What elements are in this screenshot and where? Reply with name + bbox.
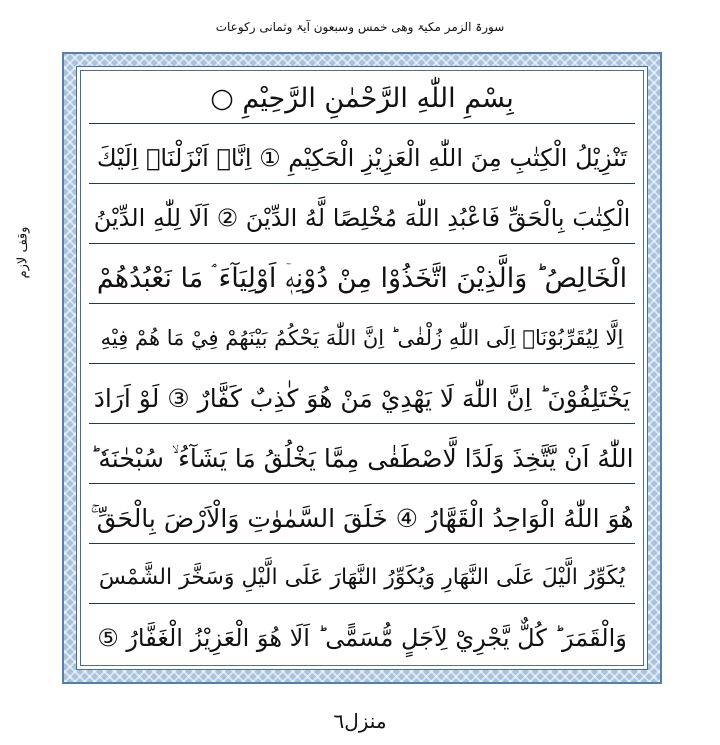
waqf-lazim-text: وقف لازم [15,226,31,279]
verse-line-3: الْكِتٰبَ بِالْحَقِّ فَاعْبُدِ اللّٰهَ مُخْلِصًا لَّهُ الدِّيْنَ ② اَلَا لِلّٰهِ الدِّيْنُ [89,193,635,244]
verse-line-2: تَنْزِيْلُ الْكِتٰبِ مِنَ اللّٰهِ الْعَزِيْزِ الْحَكِيْمِ ① اِنَّاۤ اَنْزَلْنَاۤ اِلَيْكَ [89,133,635,184]
waqf-lazim-note [6,205,40,300]
manzil-label: منزل٦ [333,709,387,733]
verse-line-6: يَخْتَلِفُوْنَ ؕ اِنَّ اللّٰهَ لَا يَهْدِيْ مَنْ هُوَ كٰذِبٌ كَفَّارٌ ③ لَوْ اَرَادَ [89,373,635,424]
verse-line-10: وَالْقَمَرَ ؕ كُلٌّ يَّجْرِيْ لِاَجَلٍ مُّسَمًّى ؕ اَلَا هُوَ الْعَزِيْزُ الْغَفَّارُ ⑤ [97,624,627,652]
verse-line-4: الْخَالِصُ ؕ وَالَّذِيْنَ اتَّخَذُوْا مِنْ دُوْنِهٖۤ اَوْلِيَآءَ ۘ مَا نَعْبُدُهُمْ [89,253,635,304]
verse-line-9: يُكَوِّرُ الَّيْلَ عَلَى النَّهَارِ وَيُكَوِّرُ النَّهَارَ عَلَى الَّيْلِ وَسَخَّرَ الشَّمْسَ [89,553,635,604]
page-border [62,52,662,684]
verse-line-8: هُوَ اللّٰهُ الْوَاحِدُ الْقَهَّارُ ④ خَلَقَ السَّمٰوٰتِ وَالْاَرْضَ بِالْحَقِّ ۚ [89,493,635,544]
surah-header: سورۃ الزمر مکیۃ وھی خمس وسبعون آیۃ وثمانی رکوعات [215,20,505,34]
text-panel [76,66,648,670]
verse-line-7: اللّٰهُ اَنْ يَّتَّخِذَ وَلَدًا لَّاصْطَفٰى مِمَّا يَخْلُقُ مَا يَشَآءُ ۙ سُبْحٰنَهٗ ؕ [89,433,635,484]
verse-line-5: اِلَّا لِيُقَرِّبُوْنَاۤ اِلَى اللّٰهِ زُلْفٰى ؕ اِنَّ اللّٰهَ يَحْكُمُ بَيْنَهُمْ فِيْ مَا هُمْ فِيْهِ [89,313,635,364]
verse-line-1: بِسْمِ اللّٰهِ الرَّحْمٰنِ الرَّحِيْمِ ○ [89,73,635,124]
